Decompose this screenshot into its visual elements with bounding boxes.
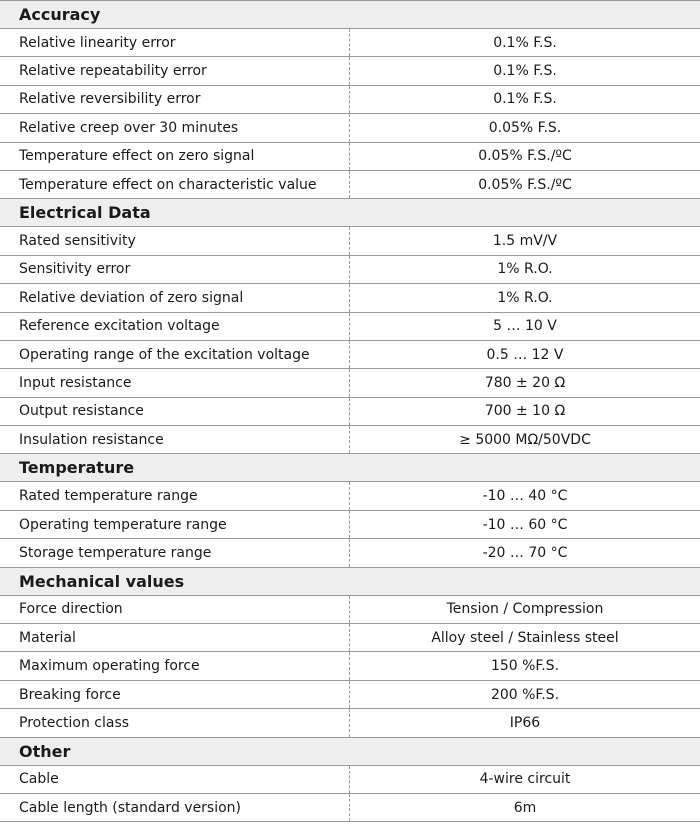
table-row: [0, 29, 700, 57]
row-value: 780 ± 20 Ω: [484, 374, 566, 391]
row-label: Force direction: [0, 596, 350, 623]
row-value: 200 %F.S.: [490, 686, 560, 703]
table-row: [0, 766, 700, 794]
row-value: -20 … 70 °C: [482, 544, 568, 561]
row-value: 0.05% F.S.: [488, 119, 562, 136]
table-row: [0, 794, 700, 822]
table-row: [0, 539, 700, 567]
table-row: [0, 681, 700, 709]
section-header-electrical-data: Electrical Data: [0, 199, 700, 227]
table-row: [0, 624, 700, 652]
row-label: Material: [0, 624, 350, 651]
table-row: [0, 256, 700, 284]
table-row: [0, 398, 700, 426]
row-value: 0.1% F.S.: [493, 34, 557, 51]
row-label: Cable: [0, 766, 350, 793]
row-value: 0.1% F.S.: [493, 63, 557, 80]
row-label: Input resistance: [0, 369, 350, 396]
row-label: Relative reversibility error: [0, 86, 350, 113]
table-row: [0, 313, 700, 341]
table-row: [0, 284, 700, 312]
row-value: ≥ 5000 MΩ/50VDC: [459, 431, 591, 448]
table-row: [0, 171, 700, 199]
section-header-accuracy: Accuracy: [0, 1, 700, 29]
row-value: 700 ± 10 Ω: [484, 403, 566, 420]
section-header-other: Other: [0, 738, 700, 766]
table-row: [0, 86, 700, 114]
table-row: [0, 143, 700, 171]
row-value: 5 … 10 V: [493, 318, 557, 335]
row-value: -10 … 60 °C: [482, 516, 568, 533]
row-label: Relative linearity error: [0, 29, 350, 56]
row-value: IP66: [509, 714, 541, 731]
row-label: Cable length (standard version): [0, 794, 350, 821]
row-label: Rated sensitivity: [0, 227, 350, 254]
row-label: Output resistance: [0, 398, 350, 425]
row-label: Operating range of the excitation voltage: [0, 341, 350, 368]
table-row: [0, 369, 700, 397]
table-row: [0, 114, 700, 142]
row-value: 0.5 … 12 V: [486, 346, 564, 363]
row-value: 6m: [513, 799, 537, 816]
row-label: Maximum operating force: [0, 652, 350, 679]
row-label: Temperature effect on characteristic value: [0, 171, 350, 198]
row-label: Operating temperature range: [0, 511, 350, 538]
row-label: Protection class: [0, 709, 350, 736]
section-header-temperature: Temperature: [0, 454, 700, 482]
row-label: Relative deviation of zero signal: [0, 284, 350, 311]
row-value: 150 %F.S.: [490, 658, 560, 675]
row-value: Tension / Compression: [446, 601, 604, 618]
table-row: [0, 426, 700, 454]
table-row: [0, 652, 700, 680]
table-row: [0, 341, 700, 369]
row-value: 1.5 mV/V: [492, 233, 558, 250]
row-value: 0.1% F.S.: [493, 91, 557, 108]
table-row: [0, 227, 700, 255]
table-row: [0, 57, 700, 85]
table-row: [0, 596, 700, 624]
row-label: Relative creep over 30 minutes: [0, 114, 350, 141]
row-value: 0.05% F.S./ºC: [478, 148, 572, 165]
row-label: Breaking force: [0, 681, 350, 708]
row-value: 1% R.O.: [497, 261, 553, 278]
row-value: -10 … 40 °C: [482, 488, 568, 505]
row-label: Sensitivity error: [0, 256, 350, 283]
row-label: Rated temperature range: [0, 482, 350, 509]
row-value: 0.05% F.S./ºC: [478, 176, 572, 193]
table-row: [0, 511, 700, 539]
table-row: [0, 709, 700, 737]
row-label: Temperature effect on zero signal: [0, 143, 350, 170]
row-value: 4-wire circuit: [479, 771, 571, 788]
table-row: [0, 482, 700, 510]
row-value: Alloy steel / Stainless steel: [431, 629, 619, 646]
row-label: Insulation resistance: [0, 426, 350, 453]
row-label: Reference excitation voltage: [0, 313, 350, 340]
row-label: Relative repeatability error: [0, 57, 350, 84]
row-value: 1% R.O.: [497, 289, 553, 306]
row-label: Storage temperature range: [0, 539, 350, 566]
section-header-mechanical-values: Mechanical values: [0, 568, 700, 596]
